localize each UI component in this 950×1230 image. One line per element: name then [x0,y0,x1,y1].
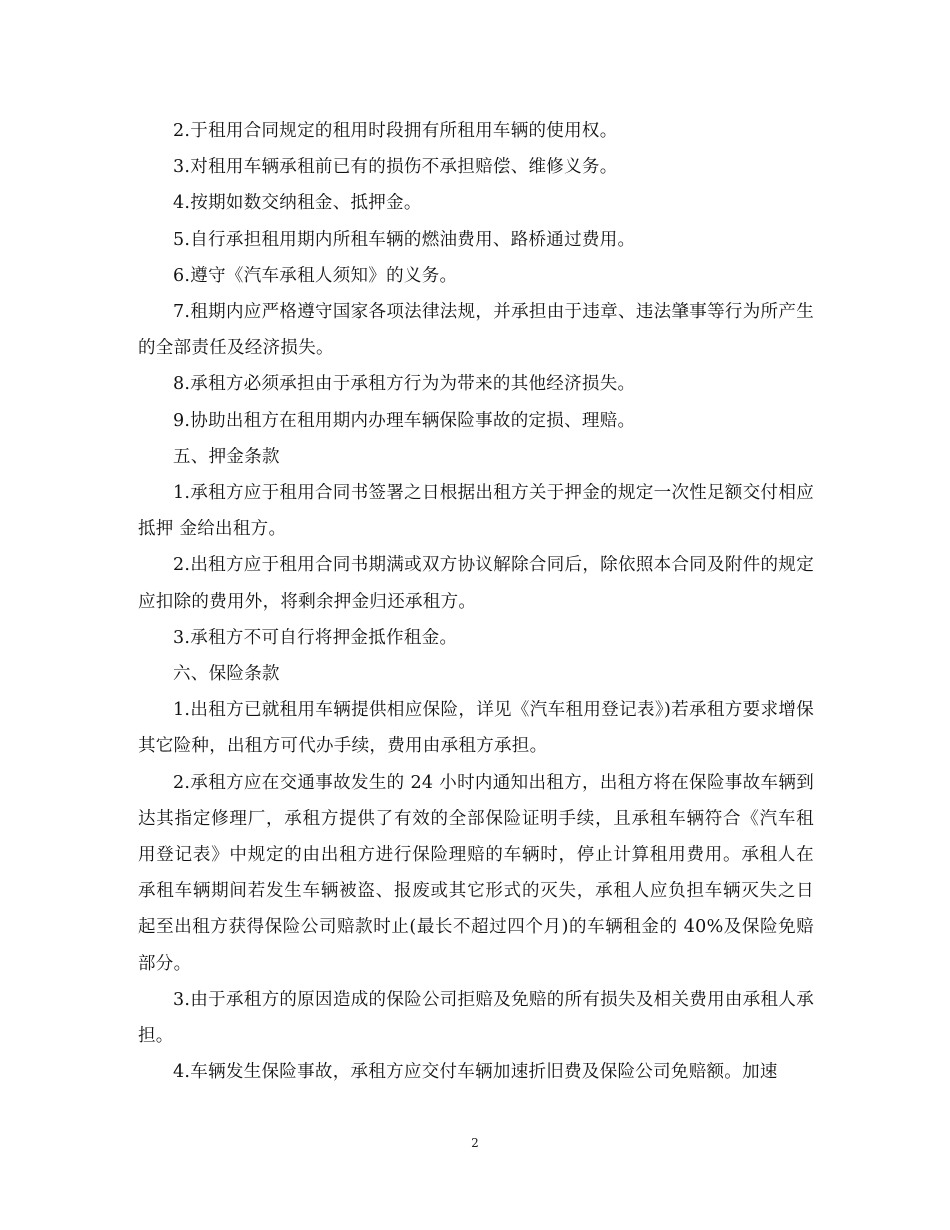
paragraph: 4.按期如数交纳租金、抵押金。 [173,193,422,214]
paragraph: 6.遵守《汽车承租人须知》的义务。 [173,265,458,286]
paragraph: 9.协助出租方在租用期内办理车辆保险事故的定损、理赔。 [173,410,636,431]
paragraph: 2.承租方应在交通事故发生的 24 小时内通知出租方，出租方将在保险事故车辆到达其指定修理厂，承租方提供了有效的全部保险证明手续，且承租车辆符合《汽车租用登记表》中规定的由出租方进行保险理赔的车辆时，停止计算租用费用。承租人在承租车辆期间若发生车辆被盗、报废或其它形式的灭失，承租人应负担车辆灭失之日起至出租方获得保险公司赔款时止(最长不超过四个月)的车辆租金的 40%及保险免赔部分。 [138,772,814,974]
paragraph: 8.承租方必须承担由于承租方行为为带来的其他经济损失。 [173,374,636,395]
section-heading: 五、押金条款 [173,446,280,467]
paragraph: 2.出租方应于租用合同书期满或双方协议解除合同后，除依照本合同及附件的规定应扣除的费用外，将剩余押金归还承租方。 [138,555,814,612]
paragraph: 4.车辆发生保险事故，承租方应交付车辆加速折旧费及保险公司免赔额。加速 [173,1062,778,1083]
paragraph: 3.承租方不可自行将押金抵作租金。 [173,627,458,648]
paragraph: 1.出租方已就租用车辆提供相应保险，详见《汽车租用登记表》)若承租方要求增保其它险种，出租方可代办手续，费用由承租方承担。 [138,700,814,757]
paragraph: 3.由于承租方的原因造成的保险公司拒赔及免赔的所有损失及相关费用由承租人承担。 [138,989,814,1047]
page-number: 2 [471,1136,479,1150]
paragraph: 2.于租用合同规定的租用时段拥有所租用车辆的使用权。 [173,121,618,141]
paragraph: 3.对租用车辆承租前已有的损伤不承担赔偿、维修义务。 [173,157,618,178]
section-heading: 六、保险条款 [173,664,280,685]
document-body [138,113,814,1090]
paragraph: 1.承租方应于租用合同书签署之日根据出租方关于押金的规定一次性足额交付相应抵押 金给出租方。 [138,483,814,540]
paragraph: 7.租期内应严格遵守国家各项法律法规，并承担由于违章、违法肇事等行为所产生的全部责任及经济损失。 [138,302,814,359]
paragraph: 5.自行承担租用期内所租车辆的燃油费用、路桥通过费用。 [173,229,636,250]
